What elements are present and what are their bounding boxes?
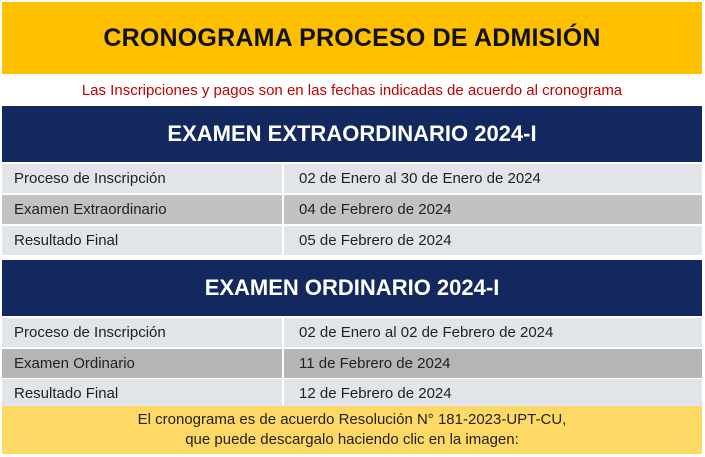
row-date: 11 de Febrero de 2024: [284, 349, 702, 378]
row-date: 02 de Enero al 02 de Febrero de 2024: [284, 318, 702, 347]
row-label: Resultado Final: [2, 379, 282, 408]
table-row: [2, 195, 702, 224]
section-header-extraordinario: EXAMEN EXTRAORDINARIO 2024-I: [2, 106, 702, 162]
row-label: Proceso de Inscripción: [2, 164, 282, 193]
subtitle-note: Las Inscripciones y pagos son en las fechas indicadas de acuerdo al cronograma: [81, 81, 623, 99]
footer-line-1: El cronograma es de acuerdo Resolución N° 181-2023-UPT-CU,: [137, 411, 567, 428]
resolution-note[interactable]: [2, 406, 702, 454]
row-date: 12 de Febrero de 2024: [284, 379, 702, 408]
row-date: 05 de Febrero de 2024: [284, 226, 702, 255]
row-date: 02 de Enero al 30 de Enero de 2024: [284, 164, 702, 193]
table-row: [2, 226, 702, 255]
footer-line-2: que puede descargalo haciendo clic en la imagen:: [185, 431, 519, 448]
table-row: [2, 164, 702, 193]
table-row: [2, 379, 702, 408]
page-title: CRONOGRAMA PROCESO DE ADMISIÓN: [2, 2, 702, 74]
admission-schedule[interactable]: [2, 2, 702, 454]
table-row: [2, 318, 702, 347]
row-label: Examen Extraordinario: [2, 195, 282, 224]
section-header-ordinario: EXAMEN ORDINARIO 2024-I: [2, 260, 702, 316]
row-label: Resultado Final: [2, 226, 282, 255]
table-row: [2, 349, 702, 378]
row-label: Proceso de Inscripción: [2, 318, 282, 347]
row-date: 04 de Febrero de 2024: [284, 195, 702, 224]
row-label: Examen Ordinario: [2, 349, 282, 378]
